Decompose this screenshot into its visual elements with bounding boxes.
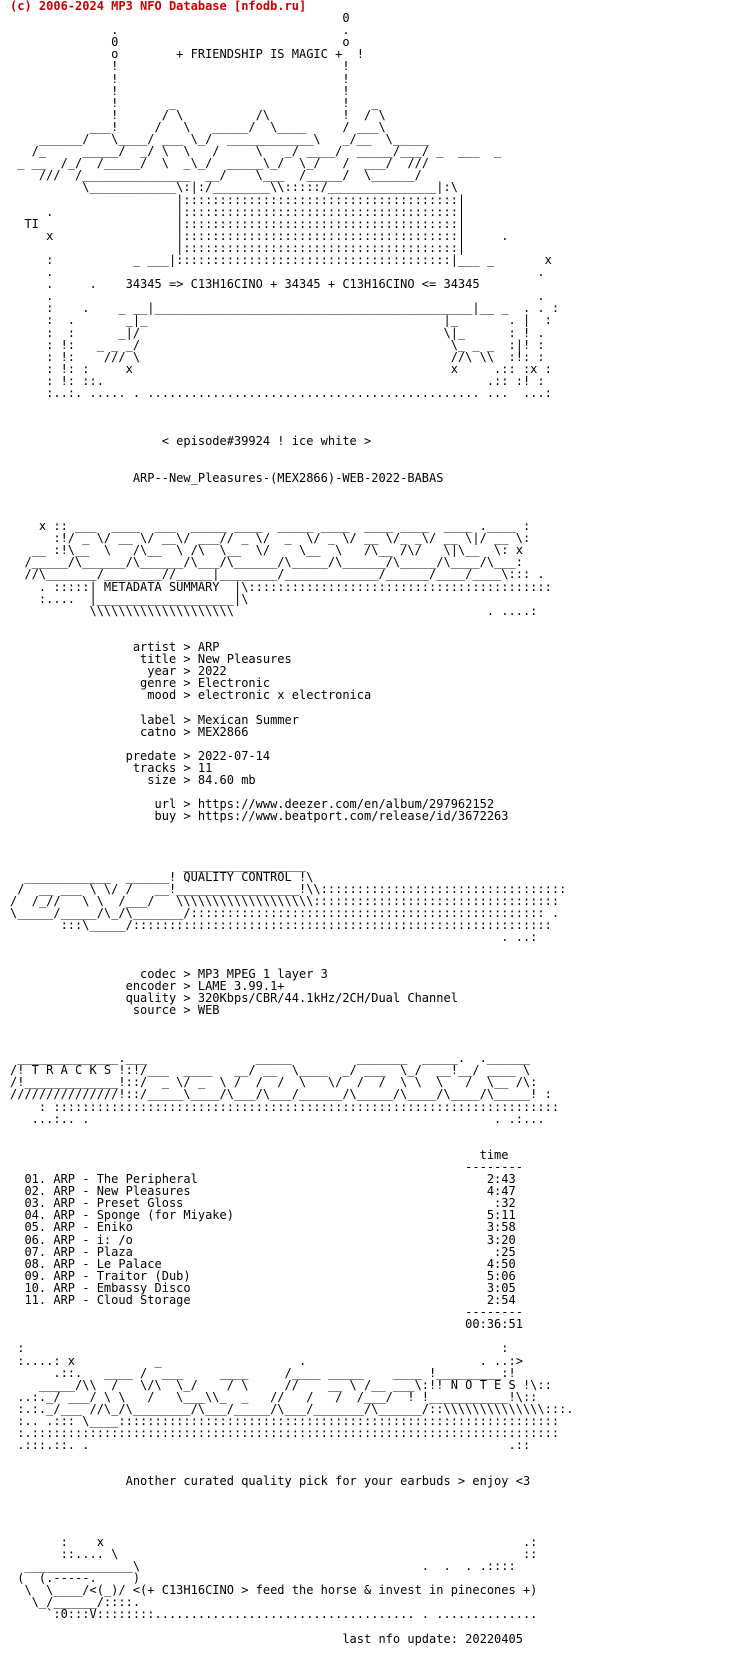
nfodb-credit-link[interactable]: (c) 2006-2024 MP3 NFO Database [nfodb.ru] (10, 0, 307, 13)
nfo-body-text: 0 . . 0 o o + FRIENDSHIP IS MAGIC + ! ! ! ! ! ! ! ! _ ! _ ! / \ /\ ! / \ ___! / \ _____/ \____ / ___\ ______/ \____/ ___ \_/ ____________\ _/__ \_____ /_ _____/ _/ \ \ / \ _/ ____/ _____/___/ _ ___ _ _ __ /_/ /_____/ \ _\_/ _____\_/ \_/ / ___/ /// /// /_______________ __/ \___ /_____/ \______/ \____________\:|:/________\\:::::/_______________|:\ |::::::::::::::::::::::::::::::::::::::| . |::::::::::::::::::::::::::::::::::::::| TI |::::::::::::::::::::::::::::::::::::::| x |::::::::::::::::::::::::::::::::::::::| . |::::::::::::::::::::::::::::::::::::::| : _ ___|::::::::::::::::::::::::::::::::::::::|___ _ x . . . . 34345 => C13H16CINO + 34345 + C13H16CINO <= 34345 . . : . _ __|____________________________________________|__ _ . . : : . _|_ |_ . | : : : _|/ \|_ : ! . : !: _ _ _/ \_ _ _ :|! : : !: /// \ //\ \\ :!: : : !: : x x .:: :x : : !: ::. .:: :! : :..:. ..... . .............................................. ... ...: < episode#39924 ! ice white > ARP--New_Pleasures-(MEX2866)-WEB-2022-BABAS x :: ___ ____ ___ _____ ____ _____ ____ ____ ____ ____ .____ : :!/ _ \/ __ \/ __\/ ___// _ \/ _ \/ _ \/ __ \/_ _\/ __ \|/ __ \: __ :!\__ \ /\__ \ /\ \__ \/ \__ \ /\__ /\/ \|\__ \: x /_____/\______/\______/\___/\______/\_____/\______/\_____/\____/\___: //\_______/________//_____|________/_____________/______/____/____\::: . . :::::| METADATA SUMMARY |\:::::::::::::::::::::::::::::::::::::::::: :.... |___________________|\ \\\\\\\\\\\\\\\\\\\\ . ....: artist > ARP title > New Pleasures year > 2022 genre > Electronic mood > electronic x electronica label > Mexican Summer catno > MEX2866 predate > 2022-07-14 tracks > 11 size > 84.60 mb url > https://www.deezer.com/en/album/297962152 buy > https://www.beatport.com/release/id/3672263 _________________ ____________ ______! QUALITY CONTROL !\ / __ ___ \ \/ / __!_________________!\\:::::::::::::::::::::::::::::::::: / /_// \ \ /___/ \\\\\\\\\\\\\\\\\\\:::::::::::::::::::::::::::::::::: \_____/_____/\_/\_______/::::::::::::::::::::::::::::::::::::::::::::::::: . :::\_____/:::::::::::::::::::::::::::::::::::::::::::::::::::::::::: . ..: codec > MP3 MPEG 1 layer 3 encoder > LAME 3.99.1+ quality > 320Kbps/CBR/44.1kHz/2CH/Dual Channel source > WEB ______________.___ _____ _______ _____. .______ /! T R A C K S !:!/___ ____ __/ __ \____ _/ ___ \_/ __!__/ ____ \ /!_____________!::/ _ \/ _ \ / / / \ \/ / / \ \ \ / \__ /\: ///////////////!::/_____\____/\___/\___/______/\_____/\____/\____/\_____! : : :::::::::::::::::::::::::::::::::::::::::::::::::::::::::::::::::::::: ...:.. . . .:... time -------- 01. ARP - The Peripheral 2:43 02. ARP - New Pleasures 4:47 03. ARP - Preset Gloss :32 04. ARP - Sponge (for Miyake) 5:11 05. ARP - Eniko 3:58 06. ARP - i: /o 3:20 07. ARP - Plaza :25 08. ARP - Le Palace 4:50 09. ARP - Traitor (Dub) 5:06 10. ARP - Embassy Disco 3:05 11. ARP - Cloud Storage 2:54 -------- 00:36:51 : : :....: x _ . . ..:> .::. ____ / ___ ____ /____ _____ ____ !_________:! _____/\\ / \/\ \_/ / \ // __ \ /__ ___\:!! N O T E S !\:: ..:._/ ___/ \ \ / \___\\_ _ // / / /___/ ! !___________!\:: :.:._/___ //\_/\________/\___/_____/\___/_______/\______/::\\\\\\\\\\\\\\:::. :.. .::: \____::::::::::::::::::::::::::::::::::::::::::::::::::::::::::::: :.::::::::::::::::::::::::::::::::::::::::::::::::::::::::::::::::::::::::: .:::.::. . .:: Another curated quality pick for your earbuds > enjoy <3 : x .: ::.... \ :: _______________\ . . . .:::: ( (.-----. ) \ \____/<(_)/ <(+ C13H16CINO > feed the horse & invest in pinecones +) \_/______/::::. `:0:::V::::::::.................................... . .............. last nfo update: 20220405 (10, 11, 574, 1646)
